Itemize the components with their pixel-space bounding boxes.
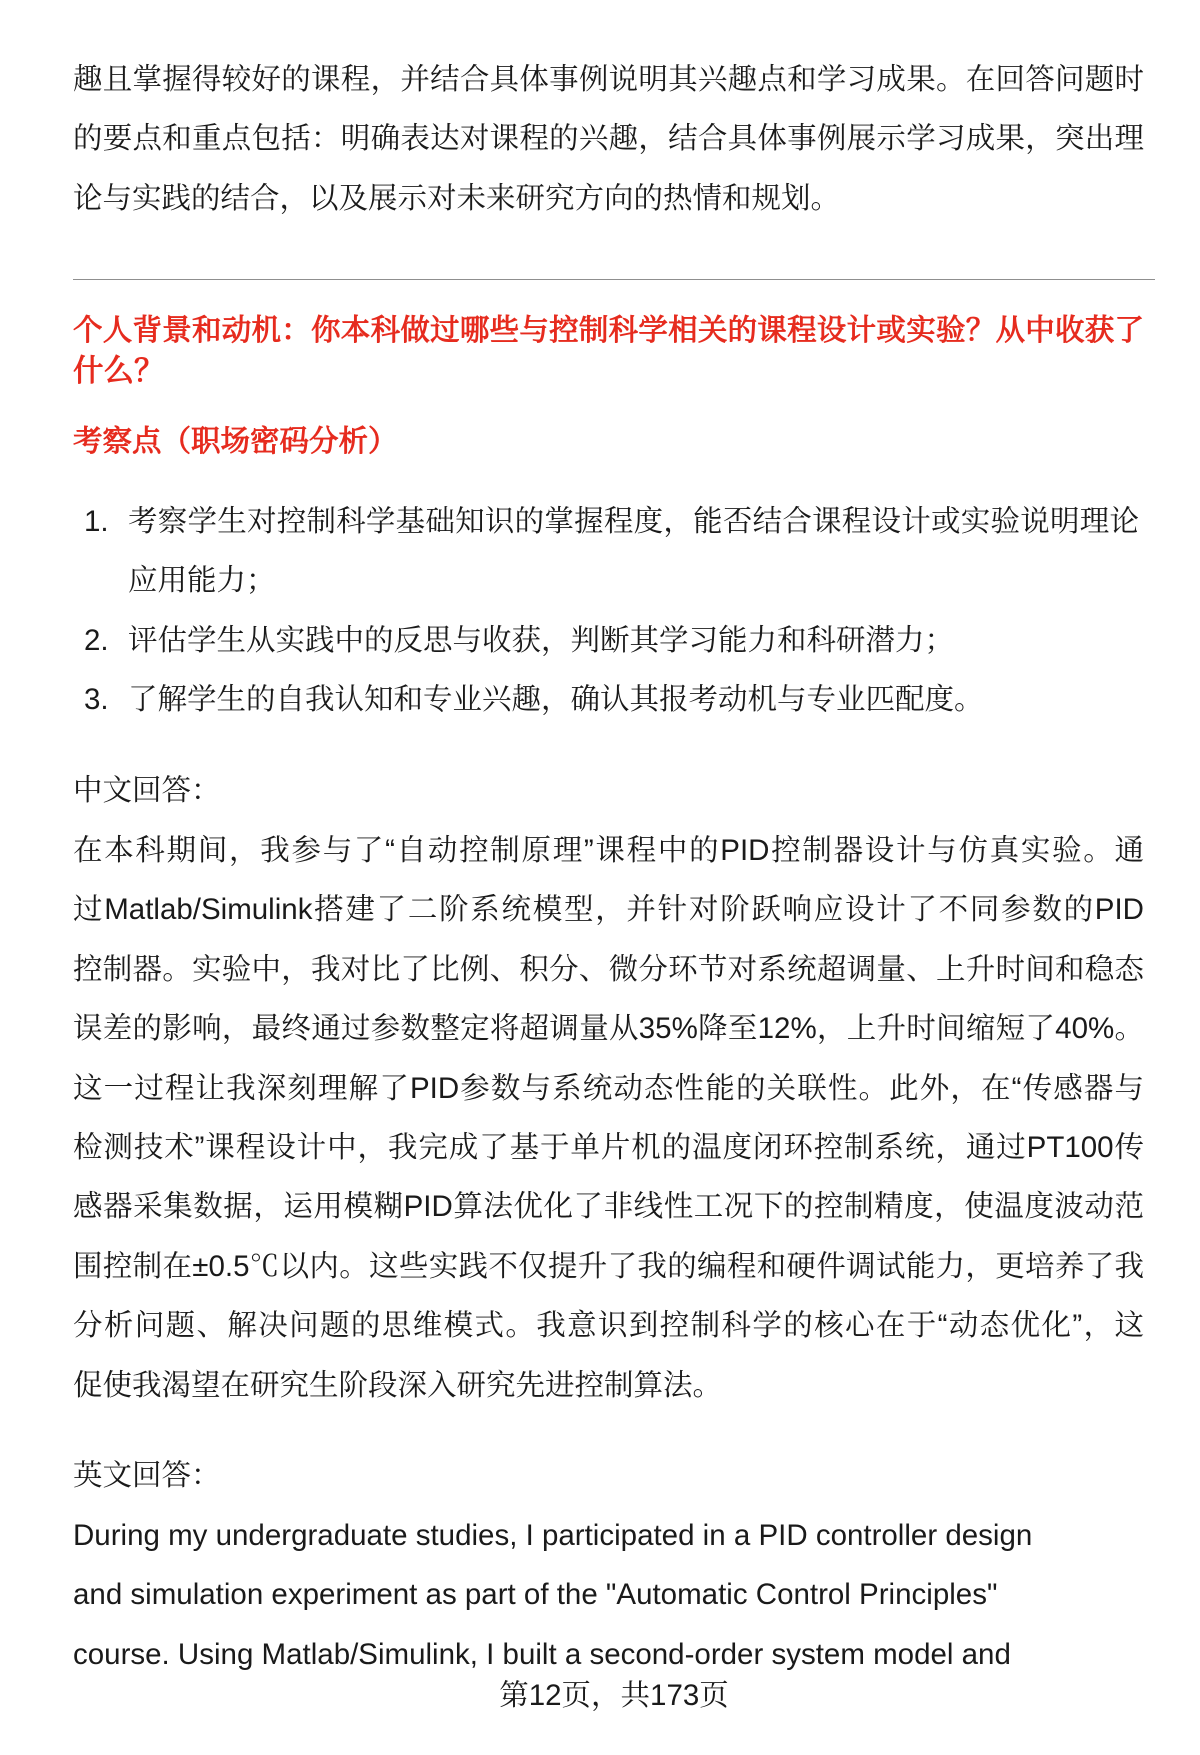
item-number: 3. xyxy=(84,683,109,717)
chinese-answer-label-text: 中文回答： xyxy=(73,774,221,807)
question-heading xyxy=(73,311,1144,391)
assessment-item xyxy=(0,492,1200,611)
assessment-heading: 考察点（职场密码分析） xyxy=(73,425,398,458)
english-answer-paragraph xyxy=(73,1506,1163,1684)
answer-line: 这一过程让我深刻理解了PID参数与系统动态性能的关联性。此外，在“传感器与 xyxy=(73,1071,1144,1105)
intro-line: 趣且掌握得较好的课程，并结合具体事例说明其兴趣点和学习成果。在回答问题时 xyxy=(73,63,1144,96)
question-line: 个人背景和动机：你本科做过哪些与控制科学相关的课程设计或实验？从中收获了 xyxy=(73,314,1144,347)
chinese-answer-label xyxy=(73,761,673,820)
answer-line: 检测技术”课程设计中，我完成了基于单片机的温度闭环控制系统，通过PT100传 xyxy=(73,1131,1144,1165)
item-number: 1. xyxy=(84,505,109,538)
answer-line: 控制器。实验中，我对比了比例、积分、微分环节对系统超调量、上升时间和稳态 xyxy=(73,952,1144,986)
assessment-item xyxy=(0,611,1200,670)
item-text xyxy=(128,492,1139,611)
answer-line: 感器采集数据，运用模糊PID算法优化了非线性工况下的控制精度，使温度波动范 xyxy=(73,1190,1144,1224)
assessment-list xyxy=(0,492,1200,730)
item-text xyxy=(128,670,1139,729)
answer-line: 促使我渴望在研究生阶段深入研究先进控制算法。 xyxy=(73,1368,723,1402)
item-text xyxy=(128,611,1139,670)
english-answer-label xyxy=(73,1446,673,1505)
item-text-line: 考察学生对控制科学基础知识的掌握程度，能否结合课程设计或实验说明理论 xyxy=(128,505,1139,538)
answer-line: 围控制在±0.5℃以内。这些实践不仅提升了我的编程和硬件调试能力，更培养了我 xyxy=(73,1249,1144,1283)
assessment-item xyxy=(0,670,1200,729)
intro-paragraph xyxy=(73,50,1144,228)
answer-line: 在本科期间，我参与了“自动控制原理”课程中的PID控制器设计与仿真实验。通 xyxy=(73,834,1144,867)
answer-line: 分析问题、解决问题的思维模式。我意识到控制科学的核心在于“动态优化”，这 xyxy=(73,1309,1144,1343)
item-number: 2. xyxy=(84,623,109,657)
item-text-line: 了解学生的自我认知和专业兴趣，确认其报考动机与专业匹配度。 xyxy=(128,683,984,717)
item-text-line: 应用能力； xyxy=(128,564,276,598)
chinese-answer-paragraph xyxy=(73,821,1144,1415)
item-text-line: 评估学生从实践中的反思与收获，判断其学习能力和科研潜力； xyxy=(128,623,955,657)
answer-line: During my undergraduate studies, I participated in a PID controller design xyxy=(73,1519,1033,1552)
answer-line: 过Matlab/Simulink搭建了二阶系统模型，并针对阶跃响应设计了不同参数的PID xyxy=(73,893,1144,927)
english-answer-label-text: 英文回答： xyxy=(73,1459,221,1492)
answer-line: and simulation experiment as part of the "Automatic Control Principles" xyxy=(73,1578,998,1612)
answer-line: 误差的影响，最终通过参数整定将超调量从35%降至12%，上升时间缩短了40%。 xyxy=(73,1012,1144,1046)
intro-line: 的要点和重点包括：明确表达对课程的兴趣，结合具体事例展示学习成果，突出理 xyxy=(73,122,1144,156)
section-divider xyxy=(73,279,1155,280)
intro-line: 论与实践的结合，以及展示对未来研究方向的热情和规划。 xyxy=(73,181,841,215)
page-footer: 第12页，共173页 xyxy=(499,1679,729,1712)
answer-line: course. Using Matlab/Simulink, I built a second-order system model and xyxy=(73,1637,1011,1671)
question-line: 什么？ xyxy=(73,354,165,388)
